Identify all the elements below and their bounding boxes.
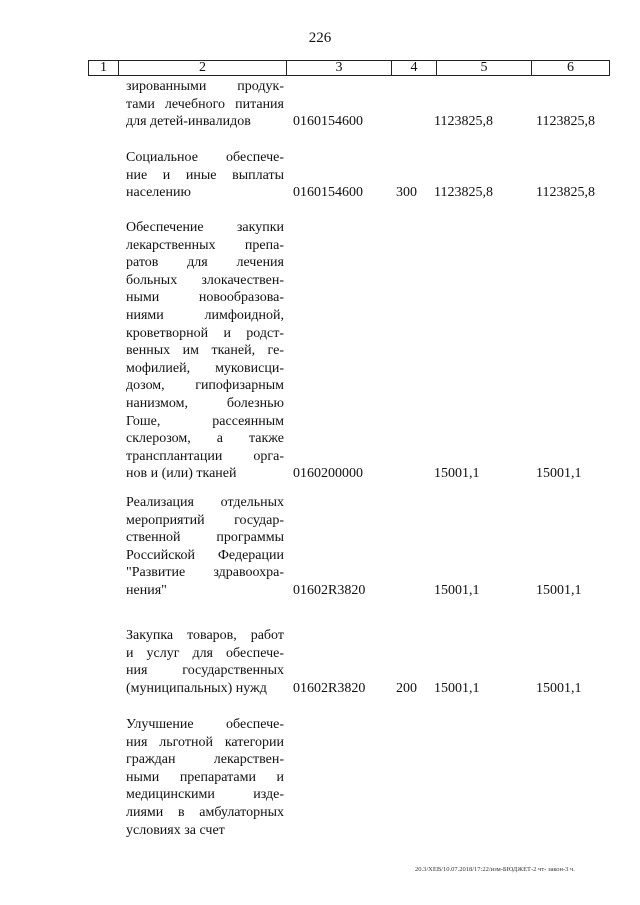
column-header-3: 3: [287, 61, 392, 75]
row-description: [126, 219, 284, 483]
row-value-col6: 15001,1: [536, 680, 582, 696]
row-expense-type: 200: [396, 680, 417, 696]
description-line: трансплантации орга-: [126, 448, 284, 464]
row-description: [126, 716, 284, 839]
description-line: Обеспечение закупки: [126, 220, 284, 235]
column-header-row: [88, 60, 610, 76]
description-line: ратов для лечения: [126, 255, 284, 271]
row-value-col5: 1123825,8: [434, 114, 493, 130]
description-line: Закупка товаров, работ: [126, 628, 284, 643]
description-line: (муниципальных) нужд: [126, 680, 267, 696]
row-description: [126, 78, 284, 131]
row-code: 0160154600: [293, 185, 363, 201]
description-line: "Развитие здравоохра-: [126, 565, 284, 581]
description-line: зированными продук-: [126, 79, 284, 94]
description-line: венных им тканей, ге-: [126, 343, 284, 359]
row-value-col5: 15001,1: [434, 466, 480, 482]
row-description: [126, 149, 284, 202]
description-line: Улучшение обеспече-: [126, 717, 284, 732]
description-line: ниями лимфоидной,: [126, 307, 284, 323]
column-header-2: 2: [119, 61, 287, 75]
description-line: граждан лекарствен-: [126, 752, 284, 768]
description-line: Реализация отдельных: [126, 495, 284, 510]
column-header-6: 6: [567, 60, 574, 75]
description-line: больных злокачествен-: [126, 272, 284, 288]
row-expense-type: 300: [396, 185, 417, 201]
column-header-1: 1: [89, 61, 119, 75]
description-line: Российской Федерации: [126, 547, 284, 563]
description-line: лиями в амбулаторных: [126, 804, 284, 820]
description-line: и услуг для обеспече-: [126, 645, 284, 661]
row-description: [126, 494, 284, 600]
description-line: нения": [126, 582, 167, 598]
column-header-5: 5: [437, 61, 532, 75]
page-number: 226: [308, 30, 332, 46]
description-line: ными новообразова-: [126, 290, 284, 306]
row-value-col6: 1123825,8: [536, 114, 595, 130]
row-code: 01602R3820: [293, 583, 366, 598]
description-line: мофилией, муковисци-: [126, 360, 284, 376]
row-value-col5: 15001,1: [434, 680, 480, 696]
description-line: условиях за счет: [126, 822, 225, 838]
description-line: медицинскими изде-: [126, 787, 284, 803]
description-line: для детей-инвалидов: [126, 114, 251, 130]
description-line: Гоше, рассеянным: [126, 413, 284, 429]
footer-stamp: 20.3/ХЕВ/10.07.2018/17:22/изм-БЮДЖЕТ-2 чт- закон-3 ч.: [415, 866, 575, 873]
row-code: 0160200000: [293, 466, 363, 482]
column-header-4: 4: [392, 61, 437, 75]
row-code: 0160154600: [293, 114, 363, 130]
description-line: нов и (или) тканей: [126, 466, 237, 482]
description-line: ние и иные выплаты: [126, 167, 284, 183]
description-line: нанизмом, болезнью: [126, 395, 284, 411]
description-line: ственной программы: [126, 530, 284, 546]
row-value-col6: 15001,1: [536, 466, 582, 482]
row-value-col5: 1123825,8: [434, 185, 493, 201]
description-line: мероприятий государ-: [126, 512, 284, 528]
description-line: Социальное обеспече-: [126, 150, 284, 165]
description-line: дозом, гипофизарным: [126, 378, 284, 394]
description-line: населению: [126, 185, 191, 201]
description-line: ными препаратами и: [126, 769, 284, 785]
description-line: лекарственных препа-: [126, 237, 284, 253]
description-line: кроветворной и родст-: [126, 325, 284, 341]
row-description: [126, 627, 284, 697]
row-value-col6: 15001,1: [536, 583, 582, 598]
row-value-col6: 1123825,8: [536, 185, 595, 201]
description-line: ния льготной категории: [126, 734, 284, 750]
description-line: склерозом, а также: [126, 431, 284, 447]
row-value-col5: 15001,1: [434, 583, 480, 598]
description-line: тами лечебного питания: [126, 96, 284, 112]
row-code: 01602R3820: [293, 680, 366, 696]
description-line: ния государственных: [126, 663, 284, 679]
